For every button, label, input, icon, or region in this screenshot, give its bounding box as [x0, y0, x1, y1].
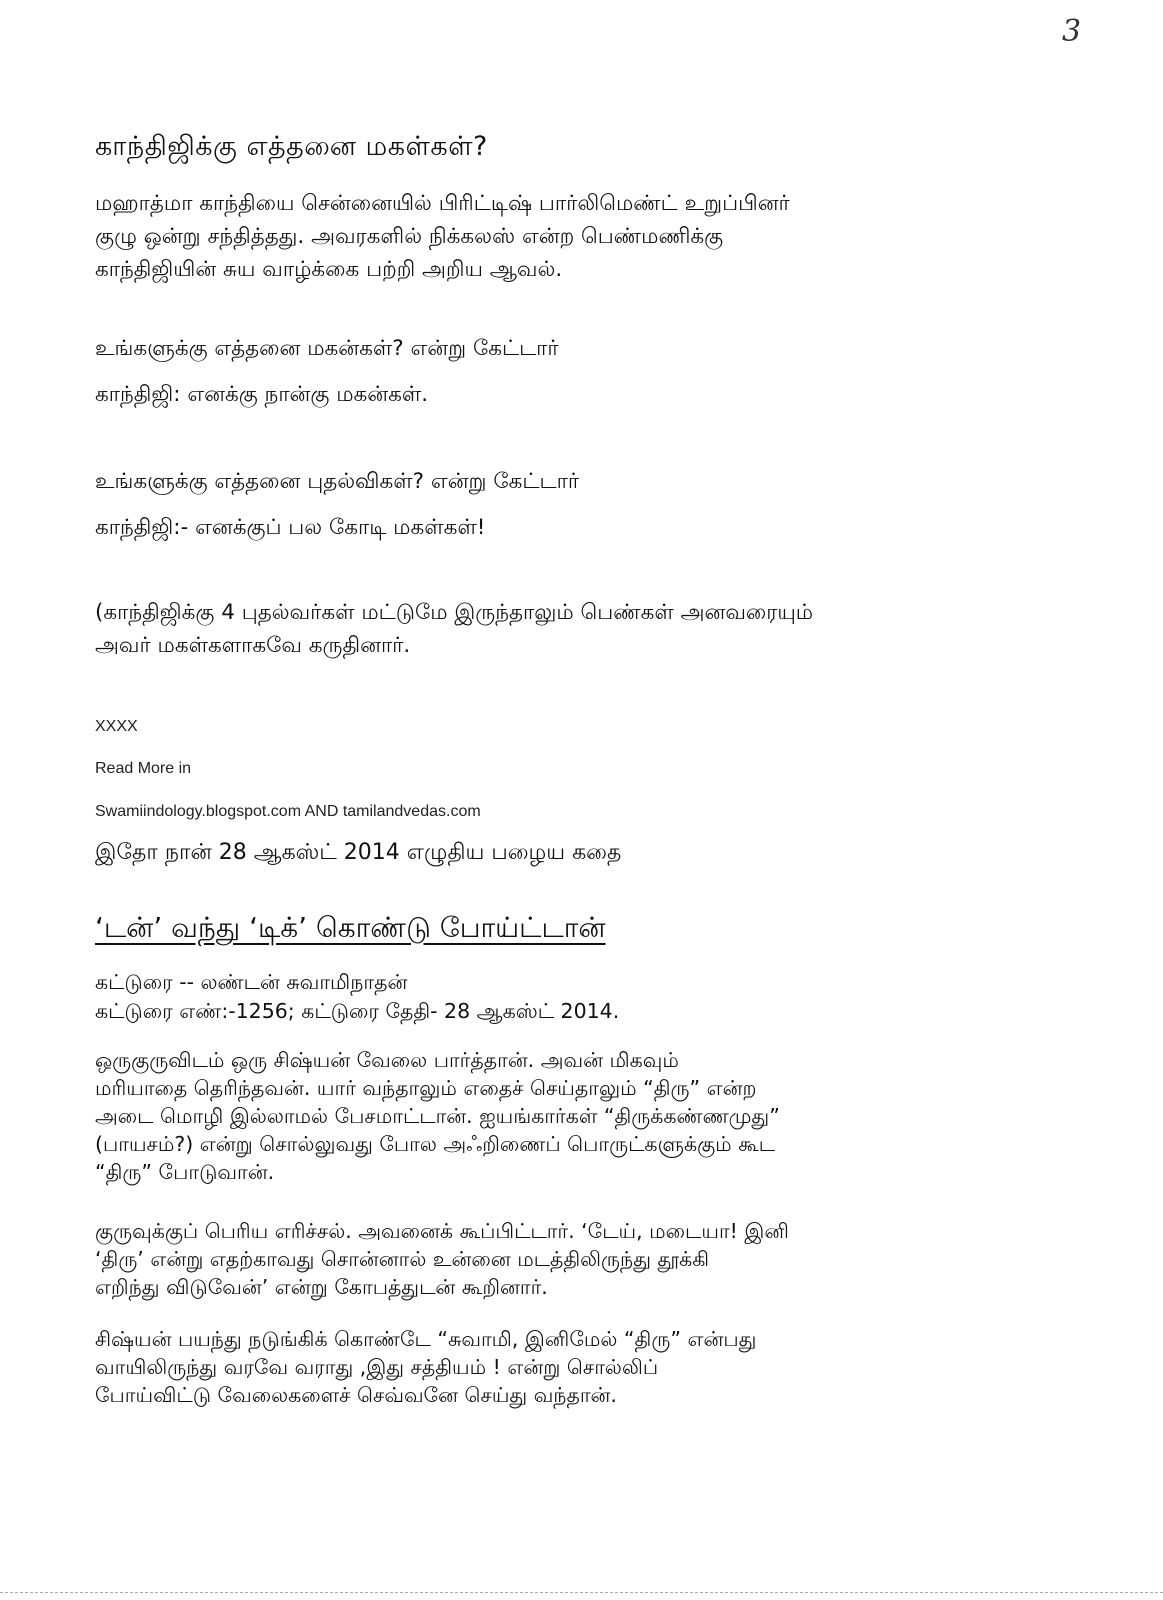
- text-line: ஒருகுருவிடம் ஒரு சிஷ்யன் வேலை பார்த்தான். அவன் மிகவும்: [95, 1048, 679, 1072]
- text-line: (காந்திஜிக்கு 4 புதல்வர்கள் மட்டுமே இருந்தாலும் பெண்கள் அனவரையும்: [95, 600, 814, 625]
- question-daughters: உங்களுக்கு எத்தனை புதல்விகள்? என்று கேட்டார்: [95, 469, 580, 494]
- text-line: அவர் மகள்களாகவே கருதினார்.: [95, 633, 411, 658]
- text-line: அடை மொழி இல்லாமல் பேசமாட்டான். ஐயங்கார்கள் “திருக்கண்ணமுது”: [95, 1104, 780, 1128]
- text-line: மஹாத்மா காந்தியை சென்னையில் பிரிட்டிஷ் பார்லிமெண்ட் உறுப்பினர்: [95, 191, 790, 216]
- story-para1: [95, 1046, 780, 1186]
- text-line: மரியாதை தெரிந்தவன். யார் வந்தாலும் எதைச் செய்தாலும் “திரு” என்ற: [95, 1076, 757, 1100]
- question-sons: உங்களுக்கு எத்தனை மகன்கள்? என்று கேட்டார்: [95, 336, 559, 361]
- section1-para1: [95, 187, 790, 286]
- text-line: “திரு” போடுவான்.: [95, 1160, 275, 1184]
- section1-title: காந்திஜிக்கு எத்தனை மகள்கள்?: [95, 131, 488, 162]
- text-line: (பாயசம்?) என்று சொல்லுவது போல அஃறிணைப் பொருட்களுக்கும் கூட: [95, 1132, 776, 1156]
- separator: XXXX: [95, 718, 138, 735]
- article-byline: கட்டுரை -- லண்டன் சுவாமிநாதன்: [95, 970, 408, 994]
- text-line: போய்விட்டு வேலைகளைச் செவ்வனே செய்து வந்தான்.: [95, 1383, 617, 1407]
- page-bottom-edge: [0, 1592, 1163, 1593]
- answer-daughters: காந்திஜி:- எனக்குப் பல கோடி மகள்கள்!: [95, 515, 486, 540]
- article-meta: கட்டுரை எண்:-1256; கட்டுரை தேதி- 28 ஆகஸ்ட் 2014.: [95, 999, 620, 1023]
- blog-links: Swamiindology.blogspot.com AND tamilandvedas.com: [95, 803, 481, 820]
- story-para3: [95, 1325, 756, 1409]
- text-line: காந்திஜியின் சுய வாழ்க்கை பற்றி அறிய ஆவல்.: [95, 257, 563, 282]
- read-more-label: Read More in: [95, 760, 192, 777]
- answer-sons: காந்திஜி: எனக்கு நான்கு மகன்கள்.: [95, 382, 429, 407]
- section1-note: [95, 596, 813, 662]
- text-line: எறிந்து விடுவேன்’ என்று கோபத்துடன் கூறினார்.: [95, 1275, 548, 1299]
- old-story-intro: இதோ நான் 28 ஆகஸ்ட் 2014 எழுதிய பழைய கதை: [95, 840, 622, 865]
- story-para2: [95, 1217, 789, 1301]
- page-number: 3: [1062, 14, 1082, 49]
- text-line: குருவுக்குப் பெரிய எரிச்சல். அவனைக் கூப்பிட்டார். ‘டேய், மடையா! இனி: [95, 1219, 789, 1243]
- section2-title: ‘டன்’ வந்து ‘டிக்’ கொண்டு போய்ட்டான்: [95, 911, 606, 944]
- text-line: வாயிலிருந்து வரவே வராது ,இது சத்தியம் ! என்று சொல்லிப்: [95, 1355, 659, 1379]
- text-line: ‘திரு’ என்று எதற்காவது சொன்னால் உன்னை மடத்திலிருந்து தூக்கி: [95, 1247, 709, 1271]
- text-line: குழு ஒன்று சந்தித்தது. அவரகளில் நிக்கலஸ் என்ற பெண்மணிக்கு: [95, 224, 724, 249]
- text-line: சிஷ்யன் பயந்து நடுங்கிக் கொண்டே “சுவாமி, இனிமேல் “திரு” என்பது: [95, 1327, 757, 1351]
